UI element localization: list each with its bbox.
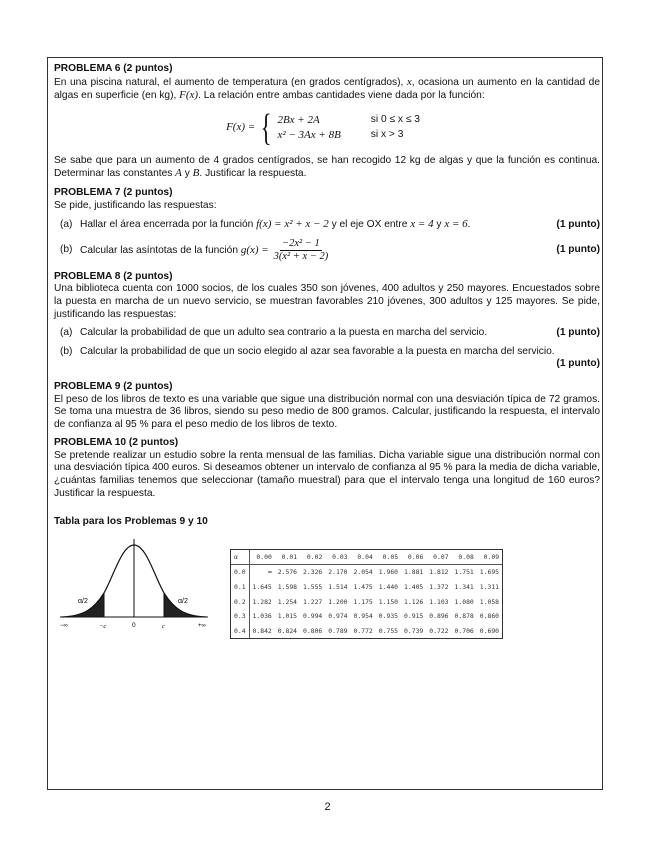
exam-content bbox=[54, 63, 600, 639]
axis-neg-inf: −∞ bbox=[60, 622, 68, 629]
z-table-cell: 1.080 bbox=[454, 597, 474, 606]
left-brace: { bbox=[260, 106, 272, 149]
z-table-col-header: 0.08 bbox=[452, 550, 477, 565]
p7a-lim-1: x = 4 bbox=[410, 218, 434, 231]
z-table-cell: 0.915 bbox=[404, 612, 424, 621]
z-table-cell: 0.842 bbox=[252, 626, 272, 635]
table-row bbox=[231, 624, 502, 639]
item-points: (1 punto) bbox=[556, 243, 600, 255]
z-table bbox=[230, 549, 503, 640]
problem-7-item-a bbox=[60, 218, 600, 232]
piecewise-lhs: F(x) = bbox=[226, 121, 256, 134]
z-table-cell: 2.054 bbox=[353, 568, 373, 577]
z-table-cell: 0.690 bbox=[479, 626, 500, 635]
axis-pos-c: c bbox=[162, 622, 165, 630]
z-table-col-header: 0.03 bbox=[325, 550, 350, 565]
z-table-col-header: 0.02 bbox=[300, 550, 325, 565]
z-table-cell: 0.896 bbox=[429, 612, 449, 621]
problem-10-title: PROBLEMA 10 (2 puntos) bbox=[54, 437, 179, 449]
z-table-cell: 1.695 bbox=[479, 568, 500, 577]
item-text bbox=[80, 218, 556, 232]
item-text: Calcular la probabilidad de que un adulto sea contrario a la puesta en marcha del servicio. bbox=[80, 327, 488, 339]
table-row bbox=[231, 609, 502, 624]
p6-and: y bbox=[181, 168, 193, 180]
case-2-expr: x² − 3Ax + 8B bbox=[277, 128, 341, 141]
axis-zero: 0 bbox=[132, 621, 136, 629]
right-tail-area bbox=[164, 593, 200, 617]
z-table-cell: 1.282 bbox=[252, 597, 272, 606]
problem-8-item-b bbox=[60, 346, 600, 359]
z-table-cell: 1.175 bbox=[353, 597, 373, 606]
z-table-row-header: 0.4 bbox=[231, 624, 249, 639]
problem-9 bbox=[54, 381, 600, 431]
z-table-cell: 2.170 bbox=[328, 568, 348, 577]
problem-9-text: El peso de los libros de texto es una variable que sigue una distribución normal con una desviación típica de 72 gramos. Se toma una muestra de 36 libros, siendo su peso medio de 800 gramos. Calcular, justificando la respuesta, el intervalo de confianza al 95 % para el peso medio de los libros de texto. bbox=[54, 393, 600, 430]
z-table-col-header: 0.01 bbox=[275, 550, 300, 565]
z-table-col-header: 0.05 bbox=[376, 550, 401, 565]
z-table-cell: 1.812 bbox=[429, 568, 449, 577]
p6-intro-c: . La relación entre ambas cantidades viene dada por la función: bbox=[198, 90, 485, 102]
z-table-cell: 0.860 bbox=[479, 612, 500, 621]
z-table-cell: 1.015 bbox=[277, 612, 298, 621]
z-table-cell: 1.227 bbox=[303, 597, 323, 606]
normal-curve-figure bbox=[54, 535, 214, 631]
z-table-cell: 0.824 bbox=[277, 626, 298, 635]
problem-7 bbox=[54, 187, 600, 263]
z-table-col-header: 0.09 bbox=[477, 550, 502, 565]
problem-10-text: Se pretende realizar un estudio sobre la renta mensual de las familias. Dicha variable sigue una distribución normal con una desviación típica 400 euros. Si deseamos obtener un intervalo de confianza al 95 % para la media de dicha variable, ¿cuántas familias tenemos que seleccionar (tamaño muestral) para que el intervalo tenga una longitud de 160 euros? Justificar la respuesta. bbox=[54, 449, 600, 499]
z-table-cell: 1.372 bbox=[429, 583, 449, 592]
table-section bbox=[54, 516, 600, 639]
problem-8-item-a bbox=[60, 327, 600, 340]
problem-6-intro bbox=[54, 76, 600, 103]
problem-7-title: PROBLEMA 7 (2 puntos) bbox=[54, 186, 173, 198]
item-text: Calcular la probabilidad de que un socio elegido al azar sea favorable a la puesta en marcha del servicio. bbox=[80, 345, 555, 357]
z-table-cell: 1.440 bbox=[378, 583, 399, 592]
p7a-text-2: y el eje OX entre bbox=[328, 219, 411, 231]
p7a-func: f(x) = x² + x − 2 bbox=[256, 218, 329, 231]
table-row bbox=[231, 595, 502, 610]
z-table-cell: 1.341 bbox=[454, 583, 474, 592]
z-table-grid bbox=[231, 550, 502, 639]
z-table-cell: 1.036 bbox=[252, 612, 272, 621]
z-table-cell: 1.475 bbox=[353, 583, 373, 592]
z-table-row-header: 0.0 bbox=[231, 565, 249, 580]
z-table-cell: 0.974 bbox=[328, 612, 348, 621]
z-table-cell: 0.935 bbox=[378, 612, 399, 621]
axis-pos-inf: +∞ bbox=[198, 622, 206, 629]
p6-intro-b: , ocasiona un aumento en la cantidad de algas en superficie (en kg), bbox=[54, 76, 600, 102]
z-table-cell: 1.126 bbox=[404, 597, 424, 606]
z-table-cell: 1.751 bbox=[454, 568, 474, 577]
z-table-cell: 1.058 bbox=[479, 597, 500, 606]
z-table-cell: ∞ bbox=[267, 568, 272, 577]
z-table-cell: 1.103 bbox=[429, 597, 449, 606]
item-points: (1 punto) bbox=[556, 358, 600, 370]
z-table-cell: 0.994 bbox=[303, 612, 323, 621]
z-table-row-header: 0.3 bbox=[231, 609, 249, 624]
z-table-col-header: 0.04 bbox=[351, 550, 376, 565]
problem-8-title: PROBLEMA 8 (2 puntos) bbox=[54, 270, 173, 282]
z-table-row-header: 0.1 bbox=[231, 580, 249, 595]
z-table-cell: 0.772 bbox=[353, 626, 373, 635]
piecewise-function bbox=[54, 106, 600, 149]
page-number: 2 bbox=[324, 801, 331, 813]
p7a-text-3: y bbox=[433, 219, 445, 231]
z-table-body bbox=[231, 565, 502, 638]
problem-6-title: PROBLEMA 6 (2 puntos) bbox=[54, 63, 173, 74]
problem-9-title: PROBLEMA 9 (2 puntos) bbox=[54, 380, 173, 392]
asymptote-fraction bbox=[272, 238, 331, 263]
table-row bbox=[231, 565, 502, 580]
z-table-col-header: 0.06 bbox=[401, 550, 426, 565]
item-points: (1 punto) bbox=[556, 327, 600, 339]
left-alpha-label: α/2 bbox=[78, 597, 88, 605]
fraction-numerator: −2x² − 1 bbox=[282, 237, 320, 249]
z-table-cell: 1.555 bbox=[303, 583, 323, 592]
item-label: (b) bbox=[60, 345, 73, 357]
z-table-cell: 0.739 bbox=[404, 626, 424, 635]
z-table-cell: 0.806 bbox=[303, 626, 323, 635]
z-table-cell: 0.722 bbox=[429, 626, 449, 635]
p7a-text-1: Hallar el área encerrada por la función bbox=[80, 219, 257, 231]
case-1-expr: 2Bx + 2A bbox=[277, 114, 320, 127]
z-table-cell: 1.200 bbox=[328, 597, 348, 606]
z-table-cell: 0.706 bbox=[454, 626, 474, 635]
z-table-cell: 1.311 bbox=[479, 583, 500, 592]
item-points: (1 punto) bbox=[556, 218, 600, 230]
z-table-cell: 2.576 bbox=[277, 568, 298, 577]
z-table-row-header: 0.2 bbox=[231, 595, 249, 610]
p6-body-b: . Justificar la respuesta. bbox=[199, 168, 307, 180]
problem-7-intro: Se pide, justificando las respuestas: bbox=[54, 199, 217, 211]
p6-const-b: B bbox=[192, 167, 200, 180]
left-tail-area bbox=[68, 593, 104, 617]
problem-10 bbox=[54, 437, 600, 500]
p6-var-x: x bbox=[406, 75, 412, 88]
problem-6 bbox=[54, 63, 600, 181]
p7b-text: Calcular las asíntotas de la función bbox=[80, 244, 241, 256]
z-table-cell: 0.789 bbox=[328, 626, 348, 635]
z-table-cell: 1.645 bbox=[252, 583, 272, 592]
z-table-cell: 1.254 bbox=[277, 597, 298, 606]
tables-row bbox=[54, 535, 600, 640]
z-table-col-header: 0.07 bbox=[426, 550, 451, 565]
z-table-cell: 1.598 bbox=[277, 583, 298, 592]
table-row bbox=[231, 580, 502, 595]
right-alpha-label: α/2 bbox=[178, 597, 188, 605]
p6-fx: F(x) bbox=[179, 89, 199, 102]
p7b-lhs: g(x) = bbox=[240, 243, 269, 256]
z-table-cell: 1.514 bbox=[328, 583, 348, 592]
item-label: (a) bbox=[60, 327, 73, 339]
axis-neg-c: −c bbox=[99, 622, 107, 630]
item-label: (b) bbox=[60, 243, 73, 255]
item-text bbox=[80, 238, 556, 263]
z-table-cell: 1.405 bbox=[404, 583, 424, 592]
z-table-cell: 2.326 bbox=[303, 568, 323, 577]
p7a-lim-2: x = 6 bbox=[444, 218, 468, 231]
problem-8-intro: Una biblioteca cuenta con 1000 socios, de los cuales 350 son jóvenes, 400 adultos y 250 mayores. Encuestados sobre la puesta en marcha de un nuevo servicio, se muestran favorables 210 jóvenes, 300 adultos y 125 mayores. Se pide, justificando las respuestas: bbox=[54, 283, 600, 320]
p6-body-a: Se sabe que para un aumento de 4 grados centígrados, se han recogido 12 kg de algas y que la función es continua. Determinar las constantes bbox=[54, 154, 600, 180]
z-table-corner: α bbox=[231, 550, 249, 565]
case-1-cond: si 0 ≤ x ≤ 3 bbox=[370, 114, 420, 126]
z-table-header-row bbox=[231, 550, 502, 565]
p6-const-a: A bbox=[175, 167, 182, 180]
item-label: (a) bbox=[60, 218, 73, 230]
piecewise-cases bbox=[277, 113, 427, 142]
z-table-col-header: 0.00 bbox=[249, 550, 275, 565]
problem-6-body bbox=[54, 155, 600, 181]
z-table-cell: 1.150 bbox=[378, 597, 399, 606]
table-section-title: Tabla para los Problemas 9 y 10 bbox=[54, 516, 208, 528]
z-table-cell: 0.755 bbox=[378, 626, 399, 635]
p7a-text-4: . bbox=[467, 219, 471, 231]
z-table-cell: 1.960 bbox=[378, 568, 399, 577]
p6-intro-a: En una piscina natural, el aumento de temperatura (en grados centígrados), bbox=[54, 76, 407, 88]
z-table-cell: 0.954 bbox=[353, 612, 373, 621]
z-table-cell: 0.878 bbox=[454, 612, 474, 621]
fraction-denominator: 3(x² + x − 2) bbox=[273, 250, 329, 262]
problem-8 bbox=[54, 271, 600, 371]
case-2-cond: si x > 3 bbox=[370, 128, 404, 140]
problem-7-item-b bbox=[60, 238, 600, 263]
z-table-cell: 1.881 bbox=[404, 568, 424, 577]
